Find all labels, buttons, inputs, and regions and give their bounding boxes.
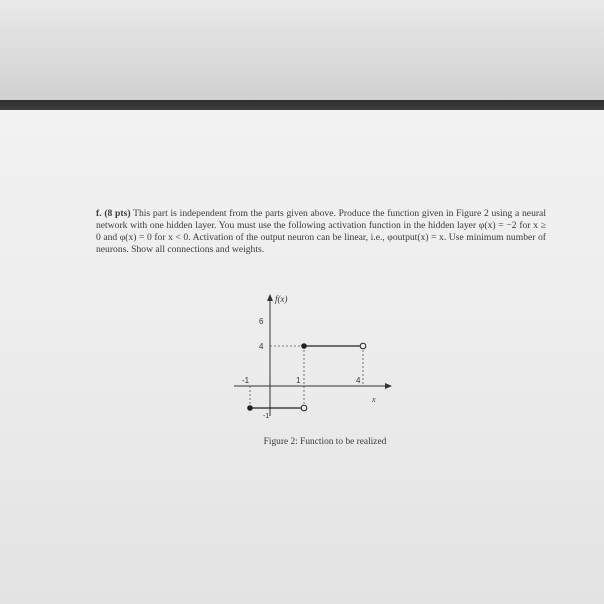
open-point-right — [360, 343, 366, 349]
closed-point-top — [301, 343, 307, 349]
x-tick-1: 1 — [296, 376, 301, 385]
y-tick-6: 6 — [259, 317, 264, 326]
problem-text: This part is independent from the parts given above. Produce the function given in Figure 2 using a neural network with one hidden layer. You must use the following activation function in the hidden layer φ(x) = −2 for x ≥ 0 and φ(x) = 0 for x < 0. Activation of the output neuron can be linear, i.e., φoutput(x) = x. Use minimum number of neurons. Show all connections and weights. — [96, 208, 546, 255]
monitor-bezel — [0, 0, 604, 103]
figure-caption: Figure 2: Function to be realized — [263, 437, 387, 447]
x-tick-4: 4 — [356, 376, 361, 385]
monitor-top-edge — [0, 100, 604, 110]
problem-f — [96, 208, 546, 256]
y-tick-neg1: -1 — [263, 413, 270, 420]
x-axis-arrow — [385, 383, 392, 389]
y-axis-arrow — [267, 294, 273, 301]
problem-label: f. (8 pts) — [96, 208, 131, 219]
x-tick-neg1: -1 — [242, 376, 250, 385]
function-label: f(x) — [275, 294, 288, 304]
x-axis-label: x — [372, 395, 376, 404]
open-point-bottom — [301, 405, 307, 411]
closed-point-left — [247, 405, 253, 411]
function-plot — [226, 288, 416, 428]
y-tick-4: 4 — [259, 342, 264, 351]
